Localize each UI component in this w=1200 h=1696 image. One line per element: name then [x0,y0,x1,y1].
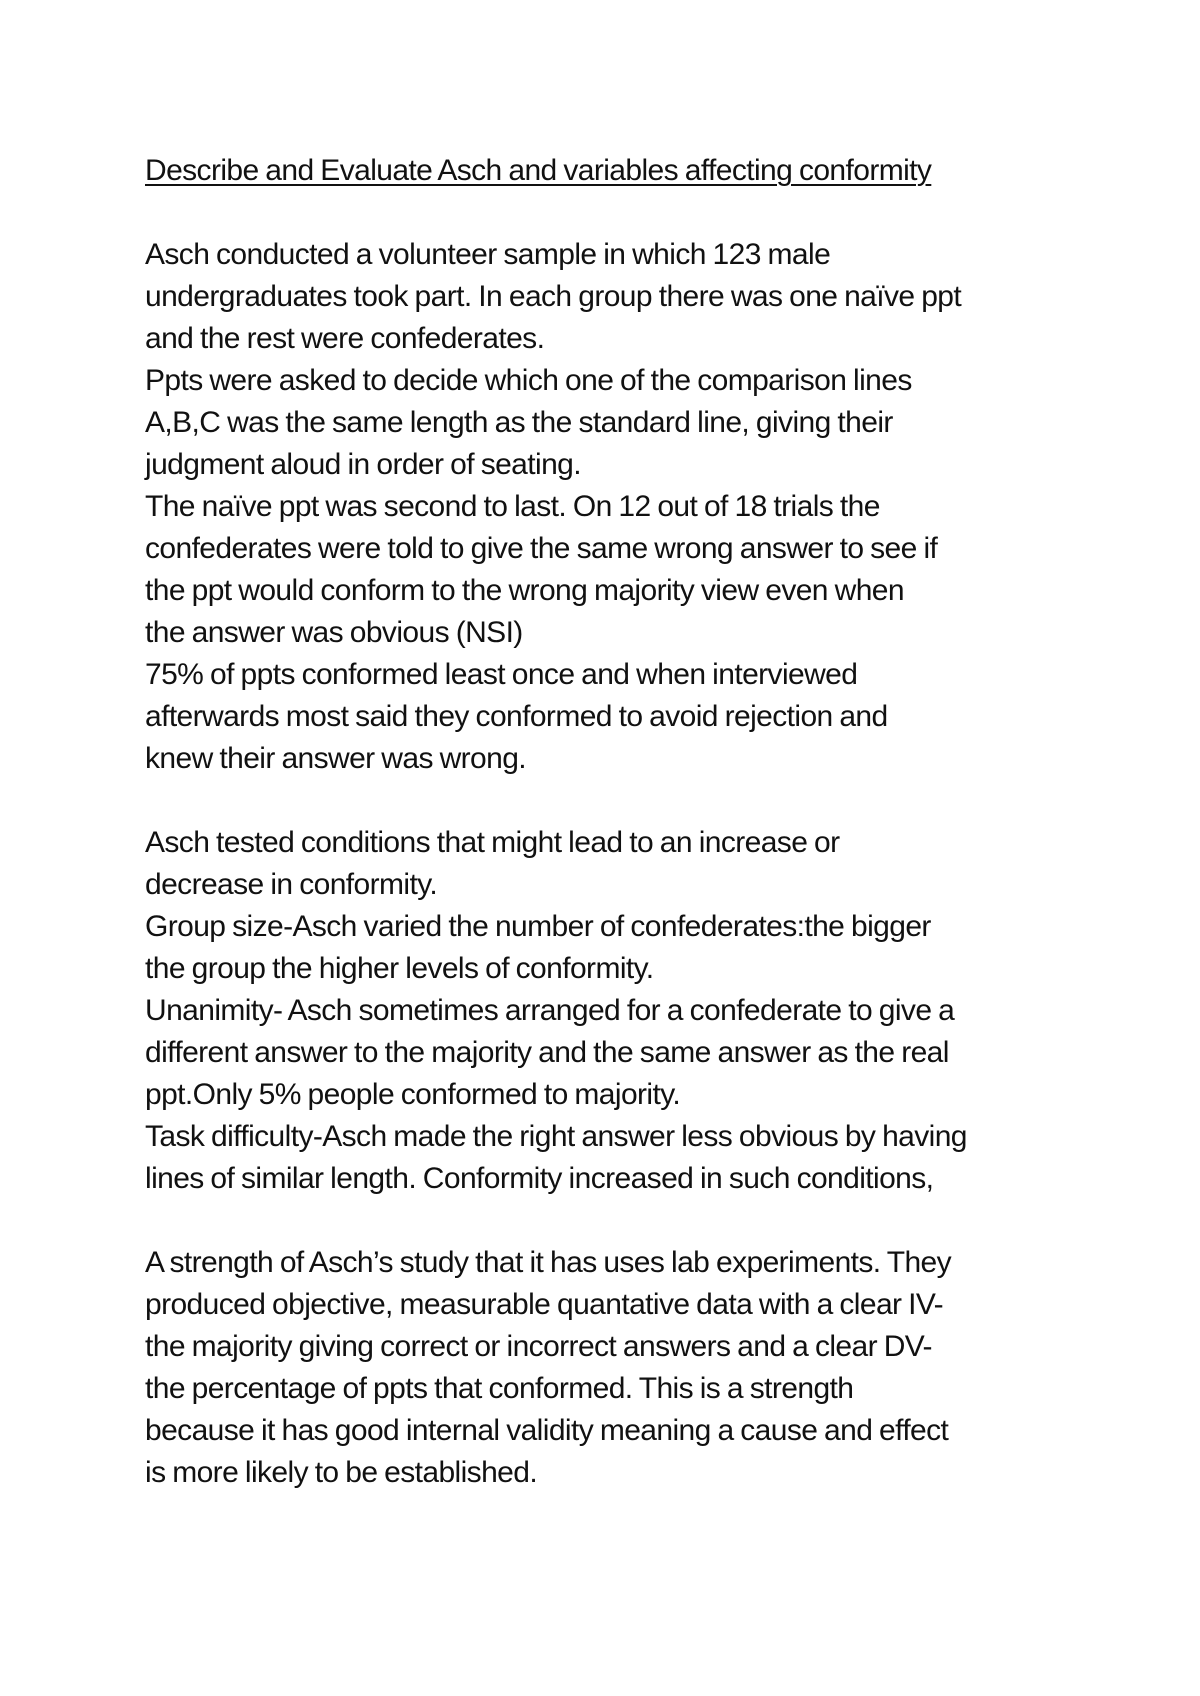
text-line: A strength of Asch’s study that it has uses lab experiments. They [145,1246,952,1279]
text-line: 75% of ppts conformed least once and when interviewed [145,658,858,691]
text-line: the majority giving correct or incorrect answers and a clear DV- [145,1330,932,1363]
text-line: Task difficulty-Asch made the right answer less obvious by having [145,1120,967,1153]
paragraph-spacer [145,780,1085,822]
paragraph-variables [145,822,1085,1200]
text-line: afterwards most said they conformed to avoid rejection and [145,700,888,733]
text-line: Asch tested conditions that might lead to an increase or [145,826,840,859]
text-line: the percentage of ppts that conformed. This is a strength [145,1372,854,1405]
document-title: Describe and Evaluate Asch and variables affecting conformity [145,154,932,187]
text-line: produced objective, measurable quantative data with a clear IV- [145,1288,944,1321]
paragraph-evaluation [145,1242,1085,1494]
text-line: judgment aloud in order of seating. [145,448,581,481]
text-line: Asch conducted a volunteer sample in which 123 male [145,238,831,271]
text-line: The naïve ppt was second to last. On 12 out of 18 trials the [145,490,880,523]
text-line: the ppt would conform to the wrong majority view even when [145,574,904,607]
text-line: and the rest were confederates. [145,322,545,355]
text-line: confederates were told to give the same wrong answer to see if [145,532,938,565]
text-line: Group size-Asch varied the number of confederates:the bigger [145,910,931,943]
text-line: decrease in conformity. [145,868,438,901]
text-line: the group the higher levels of conformity. [145,952,654,985]
text-line: undergraduates took part. In each group there was one naïve ppt [145,280,962,313]
text-line: because it has good internal validity meaning a cause and effect [145,1414,949,1447]
text-line: Ppts were asked to decide which one of the comparison lines [145,364,912,397]
text-line: is more likely to be established. [145,1456,538,1489]
document-body [145,150,1085,1494]
text-line: Unanimity- Asch sometimes arranged for a confederate to give a [145,994,955,1027]
text-line: knew their answer was wrong. [145,742,527,775]
text-line: A,B,C was the same length as the standard line, giving their [145,406,893,439]
text-line: ppt.Only 5% people conformed to majority. [145,1078,681,1111]
paragraph-spacer [145,1200,1085,1242]
text-line: lines of similar length. Conformity increased in such conditions, [145,1162,934,1195]
paragraph-method [145,234,1085,780]
text-line: the answer was obvious (NSI) [145,616,523,649]
text-line: different answer to the majority and the same answer as the real [145,1036,949,1069]
